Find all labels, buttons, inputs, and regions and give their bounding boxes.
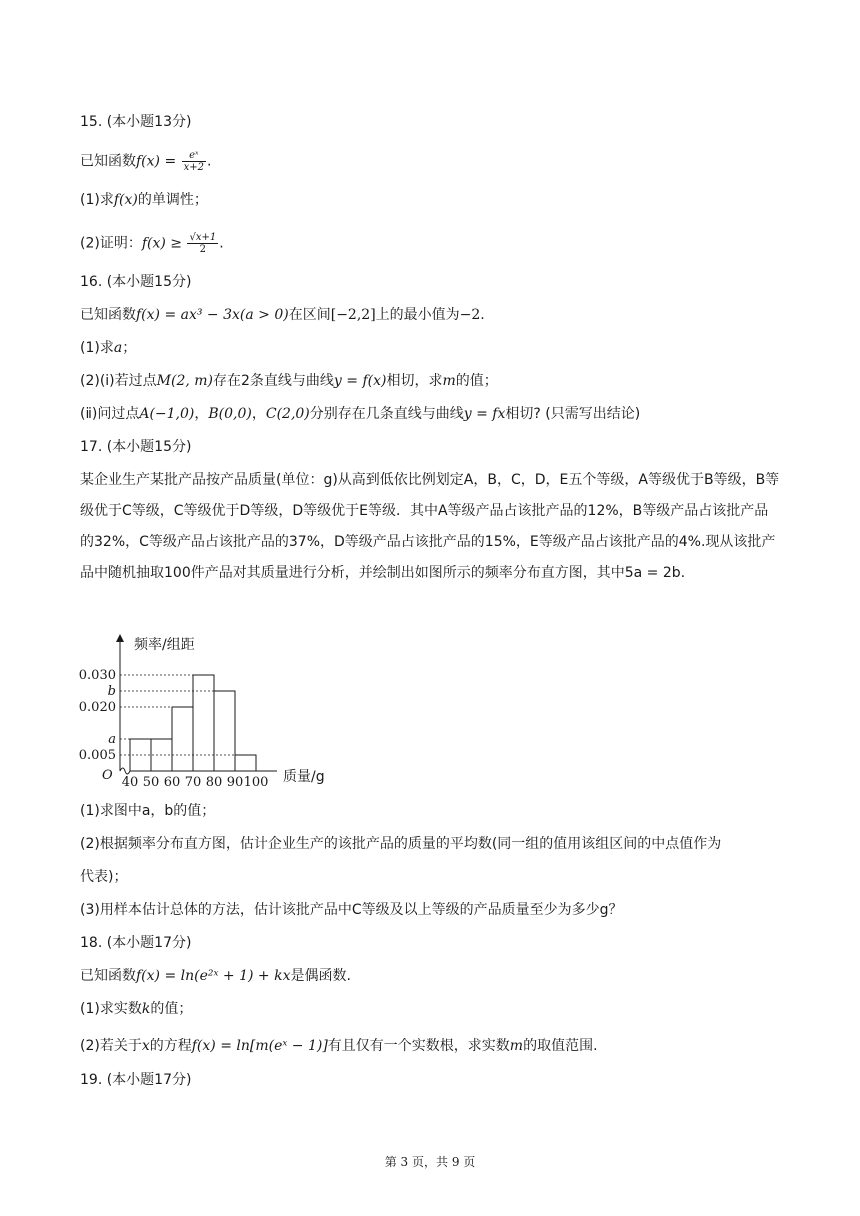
- q16-p3-suffix: 相切? (只需写出结论): [505, 406, 641, 422]
- q16-p2-curve: y = f(x): [333, 373, 387, 389]
- q16-stem: [80, 305, 485, 325]
- bars: [130, 675, 256, 771]
- q16-sep2: ，: [251, 406, 266, 422]
- y-tick-label: 0.030: [78, 668, 116, 683]
- q15-func: f(x) =: [136, 153, 177, 170]
- q15-p1-prefix: (1)求: [80, 192, 114, 208]
- x-tick-label: 90: [226, 775, 244, 790]
- q15-part1: [80, 190, 208, 210]
- q18-part2: [80, 1036, 598, 1056]
- q15-part2: [80, 232, 224, 255]
- q17-header: 17. (本小题15分): [80, 439, 192, 455]
- q16-p2-mid2: 相切，求: [386, 373, 443, 389]
- q15-p2-end: .: [219, 235, 224, 252]
- q16-stem-b: 在区间: [288, 307, 331, 323]
- q15-frac-den: x+2: [183, 162, 205, 173]
- histogram-bar: [235, 755, 256, 771]
- histogram-bar: [172, 707, 193, 771]
- q16-stem-c: 上的最小值为: [375, 307, 460, 323]
- q15-frac-num: eˣ: [182, 150, 206, 162]
- q18-p2-a: (2)若关于: [80, 1038, 142, 1054]
- q16-p1-suffix: ；: [122, 340, 137, 356]
- q15-p2-expr: f(x) ≥: [141, 235, 183, 252]
- q16-stem-val: −2: [459, 307, 481, 323]
- y-tick-label: 0.020: [78, 700, 116, 715]
- q15-stem-prefix: 已知函数: [80, 153, 136, 170]
- q18-stem-a: 已知函数: [80, 968, 136, 984]
- q19-header: 19. (本小题17分): [80, 1072, 192, 1088]
- q15-p2-num: √x+1: [189, 232, 217, 243]
- q16-point-a: A(−1,0): [139, 406, 195, 422]
- q18-p1-var: k: [141, 1001, 151, 1017]
- q18-p2-c: 有且仅有一个实数根，求实数: [327, 1038, 510, 1054]
- x-axis-label: 质量/g: [283, 769, 325, 785]
- y-tick-labels: [79, 668, 116, 763]
- q15-fraction: [182, 150, 206, 173]
- histogram-bar: [193, 675, 214, 771]
- q16-part3: [80, 404, 640, 424]
- axis-break-icon: [120, 768, 130, 774]
- q18-p2-var: x: [141, 1038, 150, 1054]
- q15-p1-suffix: 的单调性；: [137, 192, 208, 208]
- q16-interval: [−2,2]: [330, 307, 376, 323]
- q15-p2-den: 2: [199, 244, 207, 255]
- q16-stem-a: 已知函数: [80, 307, 136, 323]
- q18-p2-b: 的方程: [149, 1038, 192, 1054]
- q16-point-b: B(0,0): [208, 406, 252, 422]
- reference-lines: [120, 675, 235, 755]
- y-tick-label: a: [108, 732, 116, 747]
- q18-stem: [80, 966, 351, 986]
- q18-part1: [80, 999, 192, 1019]
- x-tick-label: 80: [205, 775, 223, 790]
- q15-stem: [80, 150, 211, 173]
- y-axis-label: 频率/组距: [134, 637, 195, 653]
- q16-stem-end: .: [480, 307, 485, 323]
- x-tick-label: 60: [163, 775, 181, 790]
- y-tick-label: b: [107, 684, 116, 699]
- q16-sep1: ，: [194, 406, 209, 422]
- origin-label: O: [102, 768, 113, 783]
- x-tick-label: 70: [184, 775, 202, 790]
- frequency-histogram: [72, 634, 342, 790]
- q17-part1: (1)求图中a，b的值；: [80, 803, 216, 819]
- x-tick-labels: [122, 775, 269, 790]
- q18-stem-b: 是偶函数.: [290, 968, 351, 984]
- y-tick-label: 0.005: [78, 748, 116, 763]
- q16-p2-prefix: (2)(ⅰ)若过点: [80, 373, 157, 389]
- q18-p1-prefix: (1)求实数: [80, 1001, 142, 1017]
- q16-part2: [80, 371, 498, 391]
- q15-p1-func: f(x): [113, 192, 138, 208]
- q17-part2-line1: (2)根据频率分布直方图，估计企业生产的该批产品的质量的平均数(同一组的值用该组区间的中点值作为: [80, 836, 722, 852]
- q16-p3-mid: 分别存在几条直线与曲线: [309, 406, 464, 422]
- q15-p2-prefix: (2)证明：: [80, 235, 142, 252]
- q15-stem-end: .: [207, 153, 212, 170]
- q16-p2-mid: 存在2条直线与曲线: [213, 373, 334, 389]
- q18-p1-suffix: 的值；: [150, 1001, 193, 1017]
- q18-p2-var2: m: [509, 1038, 524, 1054]
- q16-p1-prefix: (1)求: [80, 340, 114, 356]
- q18-header: 18. (本小题17分): [80, 935, 192, 951]
- x-tick-label: 50: [142, 775, 160, 790]
- q16-p3-curve: y = fx: [463, 406, 506, 422]
- page-footer: 第 3 页，共 9 页: [384, 1155, 476, 1169]
- q16-stem-expr: f(x) = ax³ − 3x(a > 0): [136, 307, 289, 323]
- q18-stem-expr: f(x) = ln(e²ˣ + 1) + kx: [136, 968, 291, 984]
- q16-p1-var: a: [113, 340, 123, 356]
- x-tick-label: 40: [121, 775, 139, 790]
- q16-header: 16. (本小题15分): [80, 274, 192, 290]
- q18-p2-expr: f(x) = ln[m(eˣ − 1)]: [191, 1038, 328, 1054]
- q15-header: 15. (本小题13分): [80, 114, 192, 130]
- q17-part2-line2: 代表)；: [80, 869, 128, 885]
- q18-p2-d: 的取值范围.: [523, 1038, 598, 1054]
- q17-stem: 某企业生产某批产品按产品质量(单位：g)从高到低依比例划定A，B，C，D，E五个等级，A等级优于B等级，B等级优于C等级，C等级优于D等级，D等级优于E等级．其中A等级产品占该批产品的12%，B等级产品占该批产品的32%，C等级产品占该批产品的37%，D等级产品占该批产品的15%，E等级产品占该批产品的4%.现从该批产品中随机抽取100件产品对其质量进行分析，并绘制出如图所示的频率分布直方图，其中5a = 2b.: [80, 472, 780, 581]
- q16-p2-suffix: 的值；: [455, 373, 498, 389]
- q16-p2-var: m: [442, 373, 456, 389]
- q16-p3-prefix: (ⅱ)问过点: [80, 406, 140, 422]
- q15-p2-fraction: [187, 232, 218, 255]
- histogram-bar: [214, 691, 235, 771]
- q16-part1: [80, 338, 136, 358]
- q16-p2-point: M(2, m): [156, 373, 213, 389]
- x-tick-label: 100: [243, 775, 269, 790]
- q17-part3: (3)用样本估计总体的方法，估计该批产品中C等级及以上等级的产品质量至少为多少g？: [80, 902, 623, 918]
- q16-point-c: C(2,0): [265, 406, 310, 422]
